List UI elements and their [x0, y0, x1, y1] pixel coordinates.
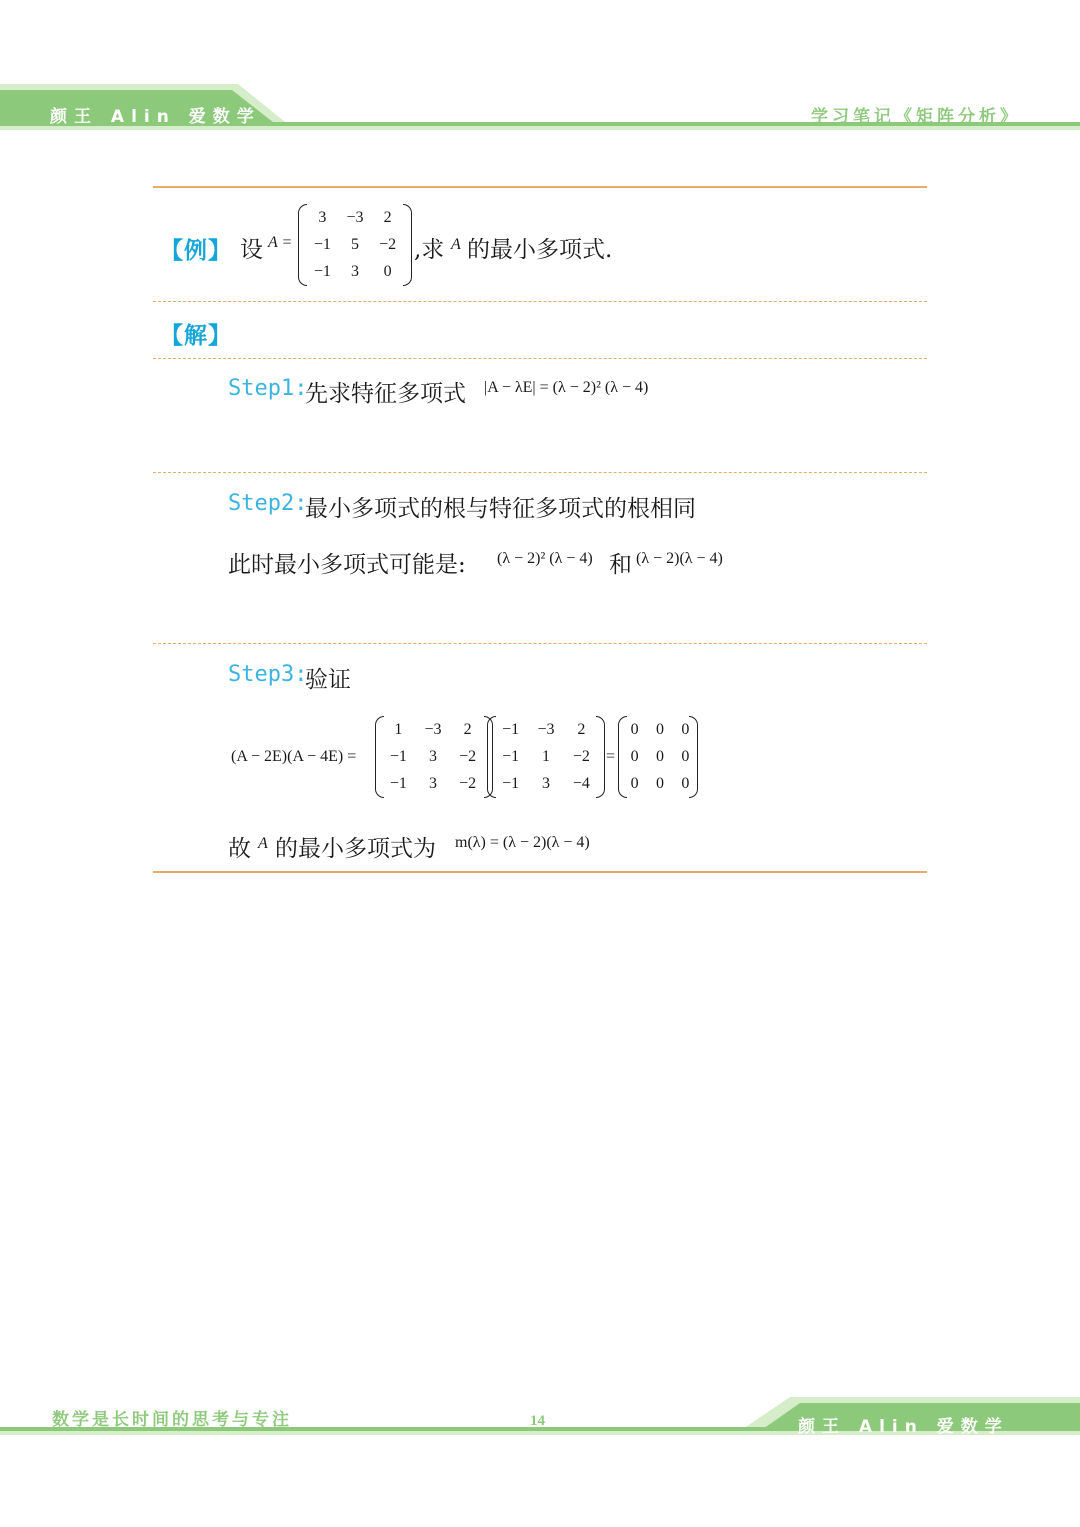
conclusion-var: A	[258, 835, 268, 852]
conclusion-text: 的最小多项式为	[275, 836, 436, 862]
example-eq: A =	[268, 234, 293, 251]
zero-matrix: 0 0 0 0 0 0 0 0 0	[618, 716, 698, 798]
bottom-rule	[153, 871, 927, 873]
candidate-2: (λ − 2)(λ − 4)	[636, 550, 723, 567]
example-suffix: ,求	[414, 237, 445, 263]
product-eq: =	[606, 748, 616, 765]
matrix-A-minus-4E: −1 −3 2 −1 1 −2 −1 3 −4	[487, 716, 605, 798]
divider-4	[153, 643, 927, 644]
step1-label: Step1:	[228, 376, 308, 401]
candidate-1: (λ − 2)² (λ − 4)	[497, 550, 593, 567]
example-tag: 【例】	[160, 238, 232, 264]
example-var: A	[451, 236, 461, 253]
header-title: 学习笔记《矩阵分析》	[811, 107, 1021, 127]
divider-2	[153, 358, 927, 359]
step1-text: 先求特征多项式	[305, 381, 466, 407]
step2-line2-text: 此时最小多项式可能是:	[228, 552, 466, 578]
matrix-A: 3 −3 2 −1 5 −2 −1 3 0	[298, 204, 412, 286]
page-number: 14	[530, 1413, 545, 1429]
product-lhs: (A − 2E)(A − 4E) =	[231, 748, 357, 765]
conj-he: 和	[609, 552, 632, 578]
step2-text: 最小多项式的根与特征多项式的根相同	[305, 496, 696, 522]
conclusion-formula: m(λ) = (λ − 2)(λ − 4)	[455, 834, 590, 851]
footer-motto: 数学是长时间的思考与专注	[52, 1410, 292, 1430]
solution-tag: 【解】	[160, 323, 232, 349]
step1-formula: |A − λE| = (λ − 2)² (λ − 4)	[484, 379, 649, 396]
footer-brand: 颜王 Alin 爱数学	[798, 1417, 1009, 1437]
matrix-A-minus-2E: 1 −3 2 −1 3 −2 −1 3 −2	[375, 716, 493, 798]
divider-3	[153, 472, 927, 473]
step3-text: 验证	[305, 667, 351, 693]
top-rule	[153, 186, 927, 188]
conclusion-pre: 故	[228, 836, 251, 862]
example-prefix: 设	[240, 237, 263, 263]
step2-label: Step2:	[228, 491, 308, 516]
divider-1	[153, 301, 927, 302]
step3-label: Step3:	[228, 662, 308, 687]
header-brand: 颜王 Alin 爱数学	[50, 107, 261, 127]
example-suffix2: 的最小多项式.	[467, 237, 613, 263]
